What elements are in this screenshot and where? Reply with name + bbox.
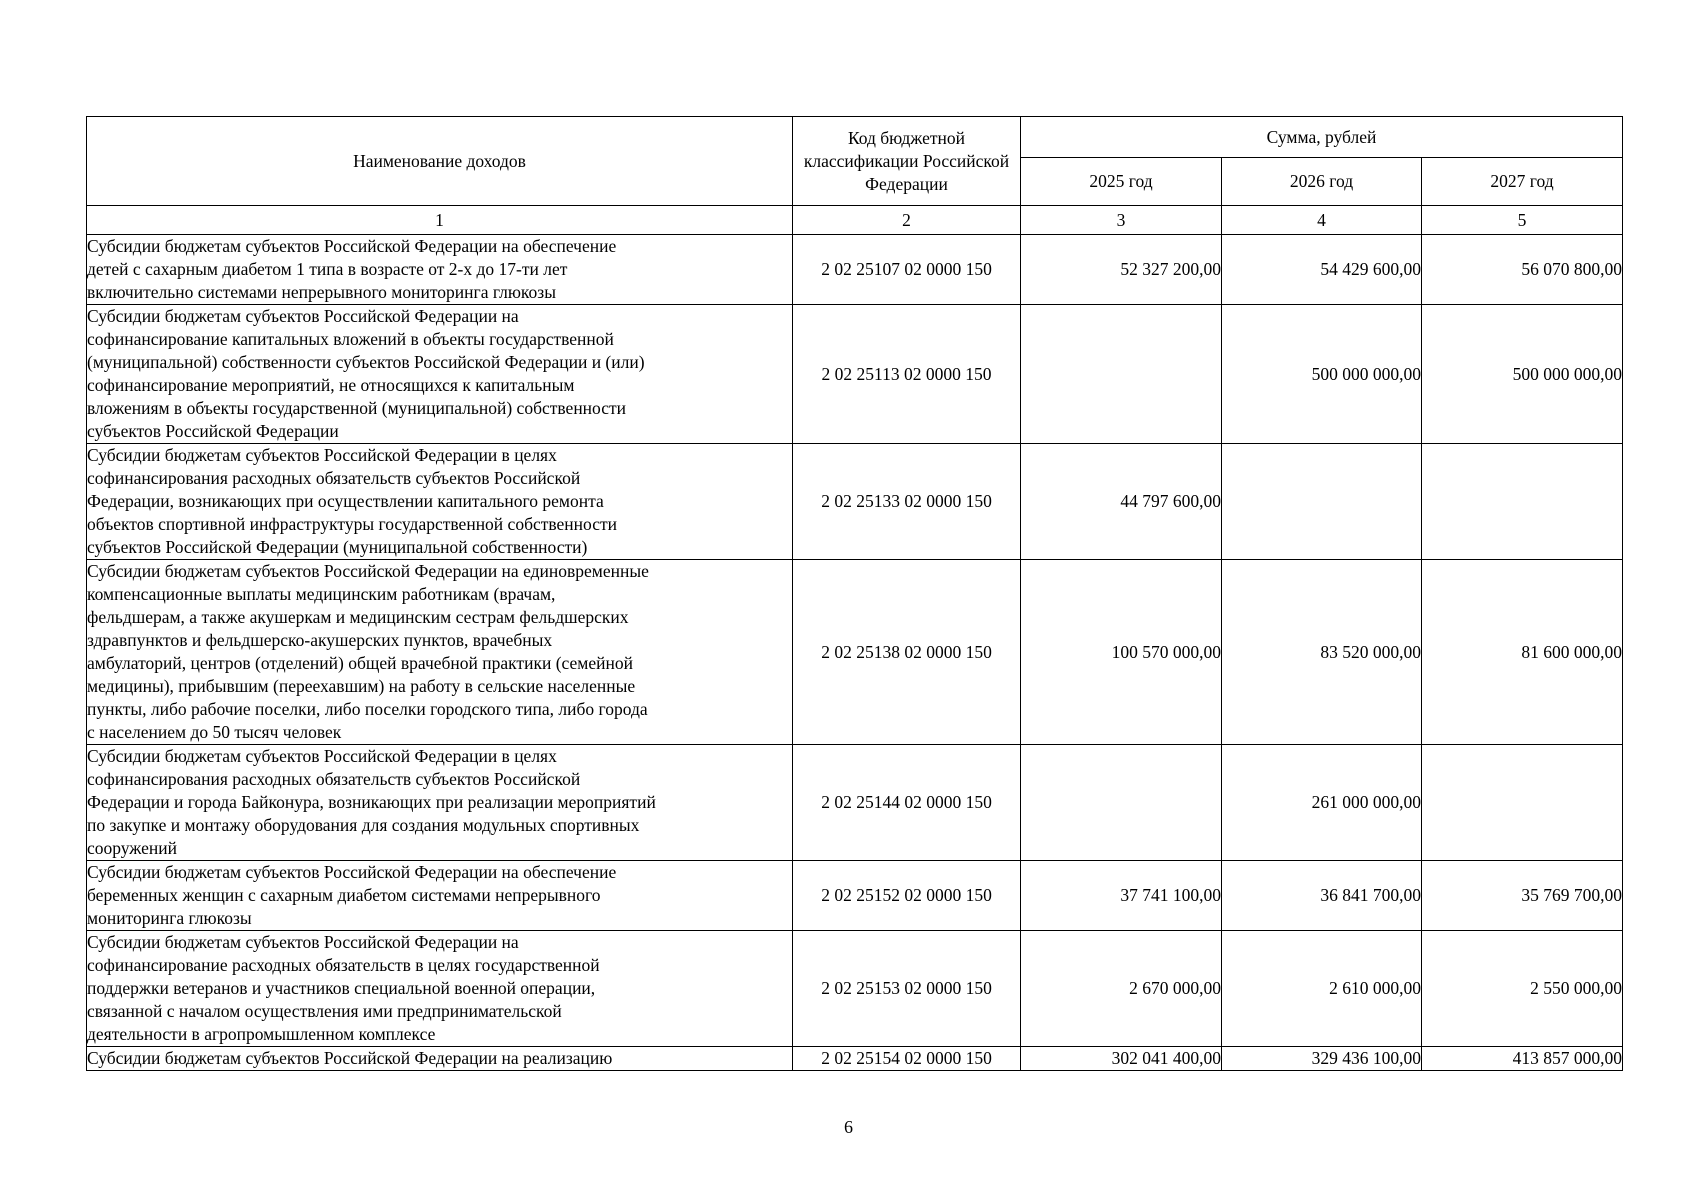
- income-name-line: здравпунктов и фельдшерско-акушерских пунктов, врачебных: [87, 630, 553, 650]
- amount-2027-cell: 56 070 800,00: [1422, 235, 1623, 305]
- income-name-cell: [87, 745, 793, 861]
- table-row: [87, 235, 1623, 305]
- income-name-line: субъектов Российской Федерации: [87, 421, 339, 441]
- income-name-line: мониторинга глюкозы: [87, 908, 252, 928]
- income-name-line: Федерации, возникающих при осуществлении капитального ремонта: [87, 491, 604, 511]
- income-name-line: софинансирования расходных обязательств субъектов Российской: [87, 468, 581, 488]
- amount-2027-cell: [1422, 745, 1623, 861]
- amount-2026-cell: 329 436 100,00: [1222, 1047, 1422, 1071]
- income-name-line: сооружений: [87, 838, 178, 858]
- budget-code-cell: 2 02 25152 02 0000 150: [793, 861, 1021, 931]
- revenue-table: [86, 116, 1623, 1071]
- income-name-line: компенсационные выплаты медицинским работникам (врачам,: [87, 584, 556, 604]
- income-name-line: Субсидии бюджетам субъектов Российской Федерации в целях: [87, 445, 557, 465]
- column-number: 5: [1422, 206, 1623, 235]
- amount-2027-cell: 35 769 700,00: [1422, 861, 1623, 931]
- amount-2026-cell: [1222, 444, 1422, 560]
- income-name-cell: [87, 1047, 793, 1071]
- income-name-line: пункты, либо рабочие поселки, либо поселки городского типа, либо города: [87, 699, 648, 719]
- income-name-line: с населением до 50 тысяч человек: [87, 722, 342, 742]
- budget-code-cell: 2 02 25154 02 0000 150: [793, 1047, 1021, 1071]
- income-name-cell: [87, 235, 793, 305]
- income-name-line: Субсидии бюджетам субъектов Российской Федерации на: [87, 932, 519, 952]
- amount-2025-cell: 2 670 000,00: [1021, 931, 1222, 1047]
- income-name-cell: [87, 305, 793, 444]
- column-number: 4: [1222, 206, 1422, 235]
- amount-2025-cell: 302 041 400,00: [1021, 1047, 1222, 1071]
- income-name-line: Субсидии бюджетам субъектов Российской Федерации на обеспечение: [87, 236, 617, 256]
- column-number: 2: [793, 206, 1021, 235]
- amount-2025-cell: 44 797 600,00: [1021, 444, 1222, 560]
- income-name-line: Субсидии бюджетам субъектов Российской Федерации на единовременные: [87, 561, 649, 581]
- income-name-cell: [87, 560, 793, 745]
- income-name-line: детей с сахарным диабетом 1 типа в возрасте от 2-х до 17-ти лет: [87, 259, 568, 279]
- amount-2026-cell: 83 520 000,00: [1222, 560, 1422, 745]
- amount-2026-cell: 36 841 700,00: [1222, 861, 1422, 931]
- amount-2027-cell: 413 857 000,00: [1422, 1047, 1623, 1071]
- income-name-line: (муниципальной) собственности субъектов Российской Федерации и (или): [87, 352, 645, 372]
- table-row: [87, 560, 1623, 745]
- amount-2025-cell: [1021, 305, 1222, 444]
- income-name-line: софинансирование расходных обязательств в целях государственной: [87, 955, 600, 975]
- amount-2026-cell: 54 429 600,00: [1222, 235, 1422, 305]
- income-name-line: связанной с началом осуществления ими предпринимательской: [87, 1001, 562, 1021]
- amount-2027-cell: 81 600 000,00: [1422, 560, 1623, 745]
- income-name-line: деятельности в агропромышленном комплексе: [87, 1024, 436, 1044]
- amount-2026-cell: 261 000 000,00: [1222, 745, 1422, 861]
- income-name-cell: [87, 861, 793, 931]
- amount-2026-cell: 2 610 000,00: [1222, 931, 1422, 1047]
- header-code: Код бюджетной классификации Российской Федерации: [793, 117, 1021, 206]
- budget-code-cell: 2 02 25153 02 0000 150: [793, 931, 1021, 1047]
- table-body: [87, 235, 1623, 1071]
- amount-2025-cell: 37 741 100,00: [1021, 861, 1222, 931]
- column-numbers-row: [87, 206, 1623, 235]
- income-name-line: по закупке и монтажу оборудования для создания модульных спортивных: [87, 815, 640, 835]
- amount-2025-cell: [1021, 745, 1222, 861]
- column-number: 1: [87, 206, 793, 235]
- income-name-line: фельдшерам, а также акушеркам и медицинским сестрам фельдшерских: [87, 607, 629, 627]
- income-name-line: объектов спортивной инфраструктуры государственной собственности: [87, 514, 618, 534]
- budget-code-cell: 2 02 25133 02 0000 150: [793, 444, 1021, 560]
- column-number: 3: [1021, 206, 1222, 235]
- amount-2027-cell: 500 000 000,00: [1422, 305, 1623, 444]
- header-year-2025: 2025 год: [1021, 158, 1222, 206]
- budget-code-cell: 2 02 25107 02 0000 150: [793, 235, 1021, 305]
- table-row: [87, 745, 1623, 861]
- amount-2027-cell: [1422, 444, 1623, 560]
- amount-2025-cell: 52 327 200,00: [1021, 235, 1222, 305]
- header-sum: Сумма, рублей: [1021, 117, 1623, 158]
- amount-2026-cell: 500 000 000,00: [1222, 305, 1422, 444]
- income-name-line: субъектов Российской Федерации (муниципальной собственности): [87, 537, 588, 557]
- income-name-line: поддержки ветеранов и участников специальной военной операции,: [87, 978, 596, 998]
- income-name-line: Субсидии бюджетам субъектов Российской Федерации на реализацию: [87, 1048, 613, 1068]
- income-name-line: Субсидии бюджетам субъектов Российской Федерации на: [87, 306, 519, 326]
- income-name-line: амбулаторий, центров (отделений) общей врачебной практики (семейной: [87, 653, 633, 673]
- income-name-line: Субсидии бюджетам субъектов Российской Федерации в целях: [87, 746, 557, 766]
- header-name: Наименование доходов: [87, 117, 793, 206]
- table-row: [87, 444, 1623, 560]
- income-name-line: софинансирование мероприятий, не относящихся к капитальным: [87, 375, 575, 395]
- table-row: [87, 861, 1623, 931]
- budget-code-cell: 2 02 25138 02 0000 150: [793, 560, 1021, 745]
- income-name-line: включительно системами непрерывного мониторинга глюкозы: [87, 282, 556, 302]
- budget-code-cell: 2 02 25113 02 0000 150: [793, 305, 1021, 444]
- income-name-line: Субсидии бюджетам субъектов Российской Федерации на обеспечение: [87, 862, 617, 882]
- page-number: 6: [844, 1117, 853, 1137]
- budget-code-cell: 2 02 25144 02 0000 150: [793, 745, 1021, 861]
- income-name-line: Федерации и города Байконура, возникающих при реализации мероприятий: [87, 792, 656, 812]
- header-year-2026: 2026 год: [1222, 158, 1422, 206]
- table-row: [87, 931, 1623, 1047]
- amount-2027-cell: 2 550 000,00: [1422, 931, 1623, 1047]
- amount-2025-cell: 100 570 000,00: [1021, 560, 1222, 745]
- income-name-line: медицины), прибывшим (переехавшим) на работу в сельские населенные: [87, 676, 636, 696]
- income-name-line: беременных женщин с сахарным диабетом системами непрерывного: [87, 885, 601, 905]
- table-row: [87, 1047, 1623, 1071]
- income-name-line: вложениям в объекты государственной (муниципальной) собственности: [87, 398, 627, 418]
- income-name-cell: [87, 444, 793, 560]
- income-name-line: софинансирование капитальных вложений в объекты государственной: [87, 329, 614, 349]
- income-name-cell: [87, 931, 793, 1047]
- table-row: [87, 305, 1623, 444]
- income-name-line: софинансирования расходных обязательств субъектов Российской: [87, 769, 581, 789]
- header-year-2027: 2027 год: [1422, 158, 1623, 206]
